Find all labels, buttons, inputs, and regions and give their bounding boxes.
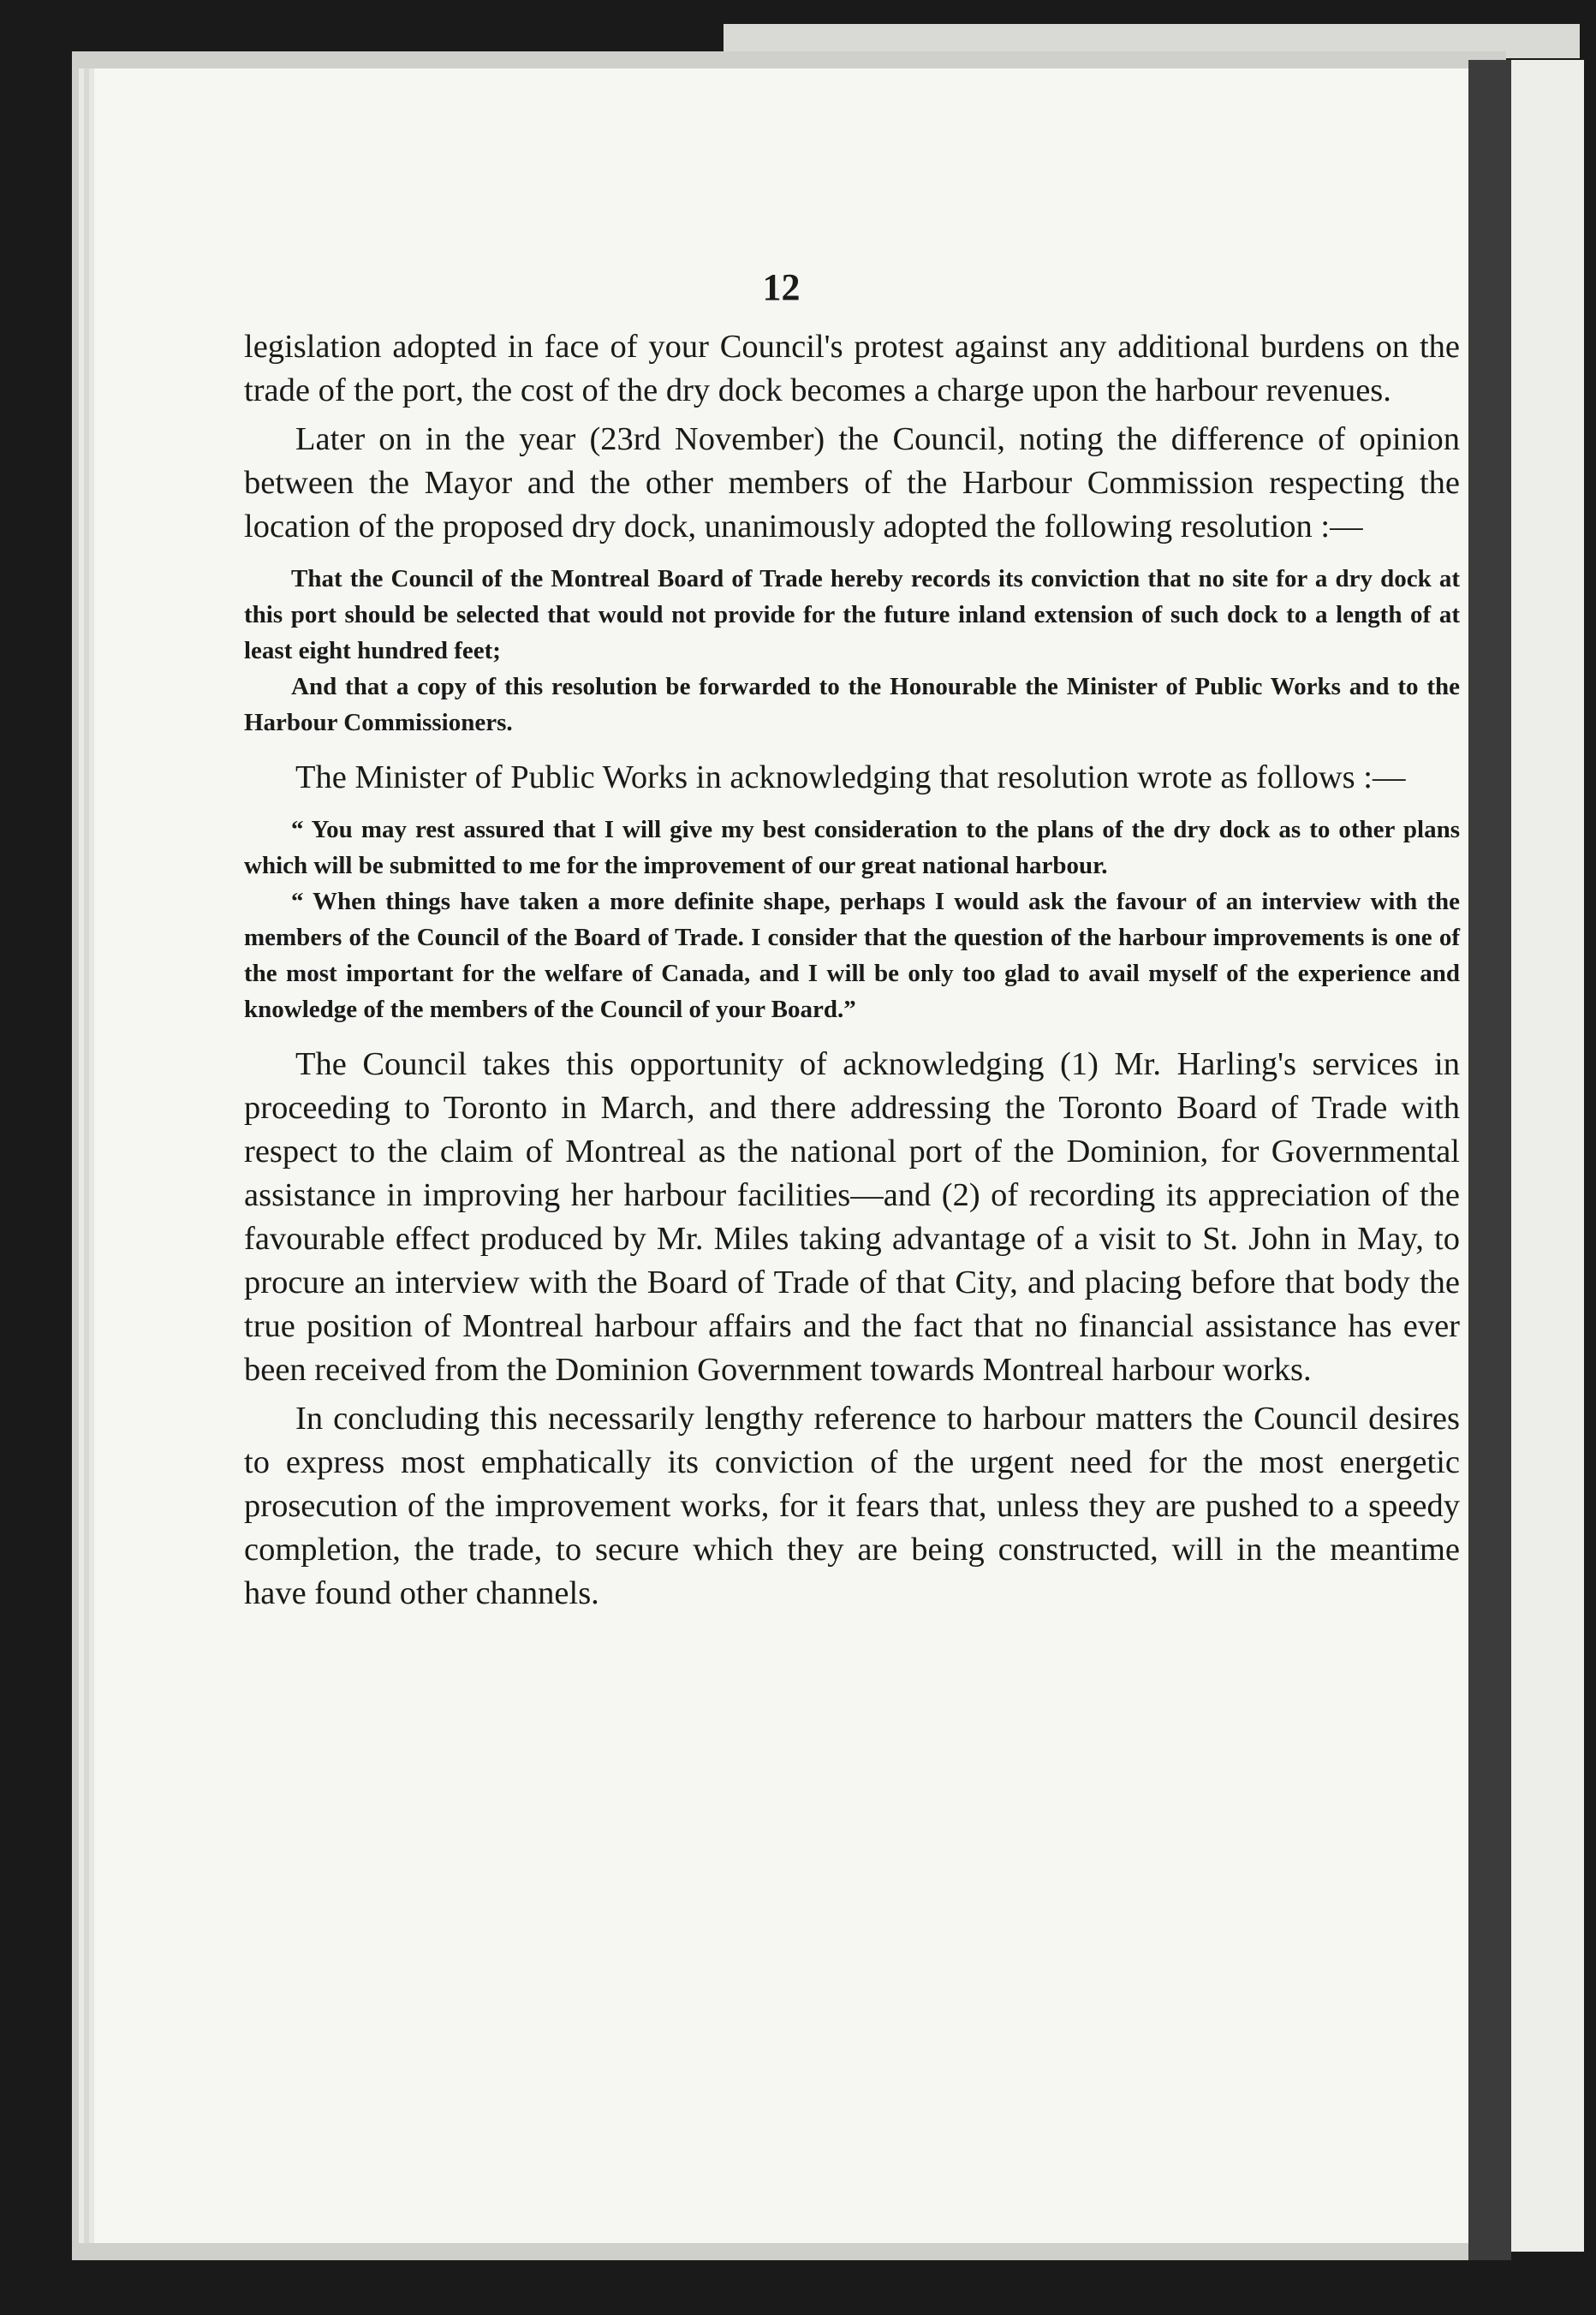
- resolution-clause-1: That the Council of the Montreal Board of Trade hereby records its conviction that no site for a dry dock at this port should be selected that would not provide for the future inland extension of such dock to a length of at least eight hundred feet;: [244, 565, 1460, 664]
- book-gutter-shadow: [1468, 60, 1511, 2260]
- facing-page-edge: [1511, 60, 1584, 2252]
- page-number: 12: [762, 266, 801, 308]
- paragraph-minister-intro: The Minister of Public Works in acknowledging that resolution wrote as follows :—: [295, 759, 1406, 795]
- paragraph-conclusion: In concluding this necessarily lengthy reference to harbour matters the Council desires to express most emphatically its conviction of the urgent need for the most energetic prosecution of the improvement works, for it fears that, unless they are pushed to a speedy completion, the trade, to secure which they are being constructed, will in the meantime have found other channels.: [244, 1401, 1460, 1611]
- paragraph-resolution-intro: Later on in the year (23rd November) the Council, noting the difference of opinion between the Mayor and the other members of the Harbour Commission respecting the location of the proposed dry dock, unanimously adopted the following resolution :—: [244, 421, 1460, 545]
- resolution-clause-2: And that a copy of this resolution be forwarded to the Honourable the Minister of Public Works and to the Harbour Commissioners.: [244, 673, 1460, 736]
- page-body: [244, 325, 1460, 1621]
- paragraph-acknowledgements: The Council takes this opportunity of acknowledging (1) Mr. Harling's services in proceeding to Toronto in March, and there addressing the Toronto Board of Trade with respect to the claim of Montreal as the national port of the Dominion, for Governmental assistance in improving her harbour facilities—and (2) of recording its appreciation of the favourable effect produced by Mr. Miles taking advantage of a visit to St. John in May, to procure an interview with the Board of Trade of that City, and placing before that body the true position of Montreal harbour affairs and the fact that no financial assistance has ever been received from the Dominion Government towards Montreal harbour works.: [244, 1046, 1460, 1388]
- minister-letter-para-1: “ You may rest assured that I will give my best consideration to the plans of the dry dock as to other plans which will be submitted to me for the improvement of our great national harbour.: [244, 816, 1460, 879]
- book-page: [94, 68, 1468, 2243]
- paragraph-continuation: legislation adopted in face of your Council's protest against any additional burdens on the trade of the port, the cost of the dry dock becomes a charge upon the harbour revenues.: [244, 329, 1460, 408]
- resolution-block: [244, 561, 1460, 741]
- minister-letter-block: [244, 812, 1460, 1027]
- minister-letter-para-2: “ When things have taken a more definite shape, perhaps I would ask the favour of an interview with the members of the Council of the Board of Trade. I consider that the question of the harbour improvements is one of the most important for the welfare of Canada, and I will be only too glad to avail myself of the experience and knowledge of the members of the Council of your Board.”: [244, 888, 1460, 1023]
